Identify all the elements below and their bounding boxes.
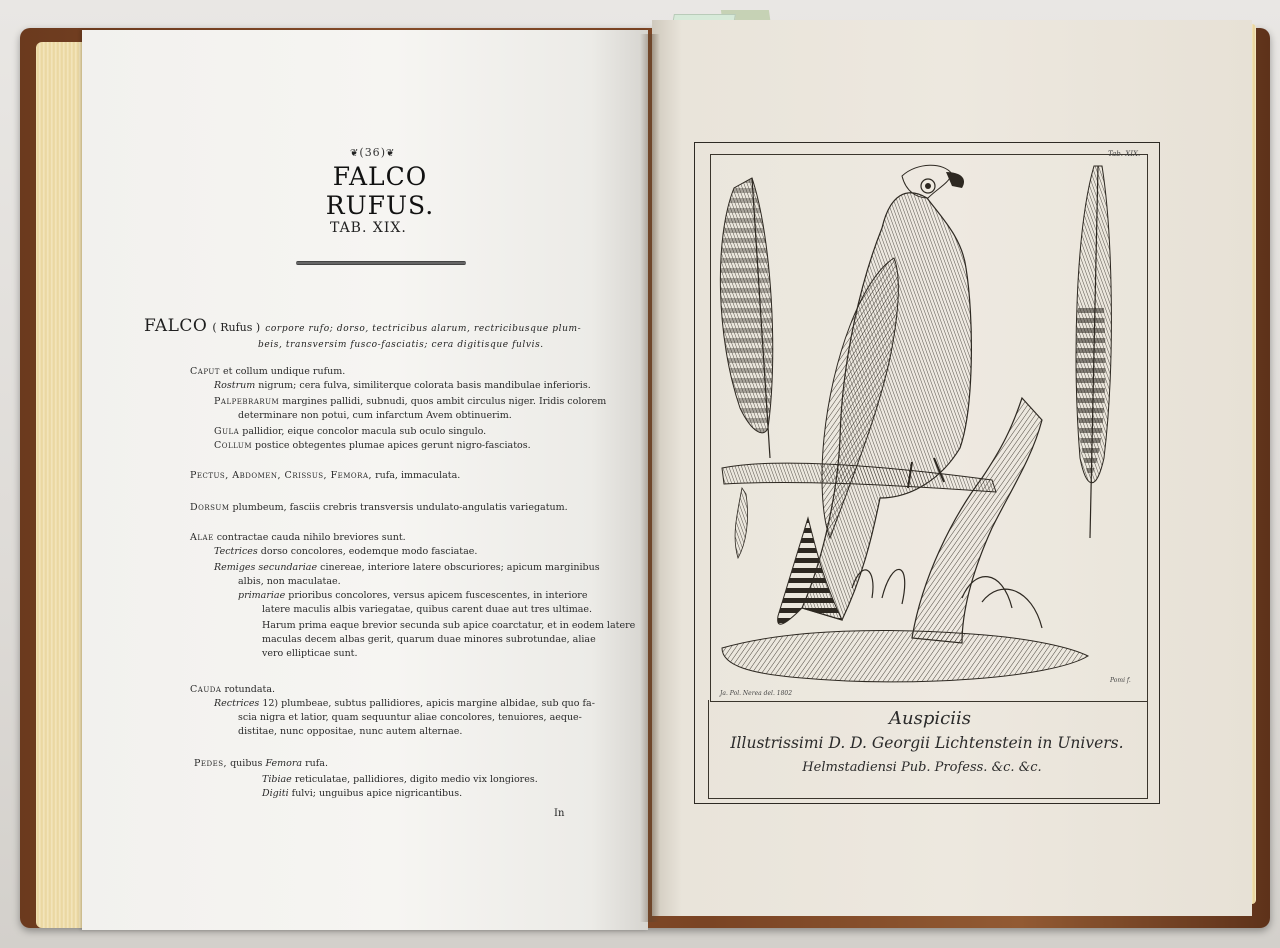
remiges-line [214,562,600,573]
harum-line-2: maculas decem albas gerit, quarum duae minores subrotundae, aliae [262,634,596,645]
caput-head: Caput [190,366,220,377]
diagnosis-line-2: beis, transversim fusco-fasciatis; cera digitisque fulvis. [258,340,544,350]
primariae-head: primariae [238,590,286,601]
falcon-engraving [712,158,1144,698]
page-number: ❦(36)❦ [350,146,396,159]
primariae-line [238,590,587,601]
gula-head: Gula [214,426,240,437]
tibiae-head: Tibiae [262,774,292,785]
rostrum-text: nigrum; cera fulva, similiterque colorata basis mandibulae inferioris. [258,380,591,391]
cauda-line [190,684,275,695]
rectrices-text: 12) plumbeae, subtus pallidiores, apicis margine albidae, sub quo fa- [262,698,595,709]
caput-line [190,366,345,377]
ground-icon [722,569,1088,681]
catchword: In [554,808,565,819]
rectrices-cont-2: distitae, nunc oppositae, nunc autem alternae. [238,726,463,737]
title-rule [296,261,466,265]
harum-line-3: vero ellipticae sunt. [262,648,358,659]
collum-text: postice obtegentes plumae apices gerunt nigro-fasciatos. [255,440,531,451]
tectrices-line [214,546,477,557]
pedes-text: quibus [230,758,263,769]
right-feather-icon [1076,166,1111,538]
palpebrae-text: margines pallidi, subnudi, quos ambit circulus niger. Iridis colorem [282,396,607,407]
pectus-line [190,470,460,481]
collum-line [214,440,531,451]
femora-head: Femora [265,758,303,769]
diagnosis-line-1: corpore rufo; dorso, tectricibus alarum, rectricibusque plum- [265,324,582,334]
remiges-cont: albis, non maculatae. [238,576,341,587]
rostrum-head: Rostrum [214,380,256,391]
tibiae-text: reticulatae, pallidiores, digito medio vix longiores. [294,774,538,785]
palpebrae-head: Palpebrarum [214,396,280,407]
diagnosis-genus: FALCO [144,316,208,336]
dorsum-text: plumbeum, fasciis crebris transversis undulato-angulatis variegatum. [232,502,568,513]
remiges-head: Remiges secundariae [214,562,318,573]
species-diagnosis [144,316,594,350]
palpebrae-cont: determinare non potui, cum infarctum Avem obtinuerim. [238,410,512,421]
femora-text: rufa. [305,758,328,769]
gula-line [214,426,486,437]
page-title: FALCO RUFUS. [325,162,435,220]
collum-head: Collum [214,440,252,451]
digiti-head: Digiti [262,788,289,799]
caput-text: et collum undique rufum. [223,366,346,377]
rectrices-head: Rectrices [214,698,260,709]
dorsum-line [190,502,568,513]
pectus-text: rufa, immaculata. [375,470,461,481]
engraver-credit-right: Pomi f. [1110,677,1131,684]
ornament-left-icon: ❦ [350,148,360,159]
caption-line-2: Illustrissimi D. D. Georgii Lichtenstein in Univers. [730,734,1124,752]
rectrices-line [214,698,595,709]
remiges-text: cinereae, interiore latere obscuriores; apicum marginibus [320,562,600,573]
plate-reference: TAB. XIX. [330,220,407,236]
gula-text: pallidior, eique concolor macula sub oculo singulo. [242,426,487,437]
pedes-head: Pedes, [194,758,228,769]
artist-credit-left: Ja. Pol. Nerea del. 1802 [720,690,793,697]
diagnosis-species: ( Rufus ) [212,321,261,334]
digiti-line [262,788,462,799]
primariae-cont: latere maculis albis variegatae, quibus carent duae aut tres ultimae. [262,604,593,615]
tectrices-head: Tectrices [214,546,258,557]
alae-line [190,532,406,543]
left-feather-icon [720,178,772,458]
palpebrae-line [214,396,606,407]
caption-line-1: Auspiciis [889,708,971,729]
cauda-head: Cauda [190,684,222,695]
dorsum-head: Dorsum [190,502,230,513]
pectus-head: Pectus, Abdomen, Crissus, Femora, [190,470,373,481]
rostrum-line [214,380,591,391]
harum-line-1: Harum prima eaque brevior secunda sub apice coarctatur, et in eodem latere [262,620,636,631]
ornament-right-icon: ❦ [385,148,396,159]
digiti-text: fulvi; unguibus apice nigricantibus. [291,788,463,799]
caption-line-3: Helmstadiensi Pub. Profess. &c. &c. [802,760,1042,775]
tectrices-text: dorso concolores, eodemque modo fasciatae. [260,546,478,557]
rectrices-cont-1: scia nigra et latior, quam sequuntur aliae concolores, tenuiores, aeque- [238,712,582,723]
tibiae-line [262,774,538,785]
primariae-text: prioribus concolores, versus apicem fuscescentes, in interiore [288,590,588,601]
book-gutter [640,34,660,922]
alae-head: Alae [190,532,214,543]
page-number-value: 36 [364,146,381,159]
plate-number: Tab. XIX. [1108,150,1141,158]
cauda-text: rotundata. [224,684,275,695]
pedes-line [194,758,328,769]
alae-text: contractae cauda nihilo breviores sunt. [216,532,406,543]
